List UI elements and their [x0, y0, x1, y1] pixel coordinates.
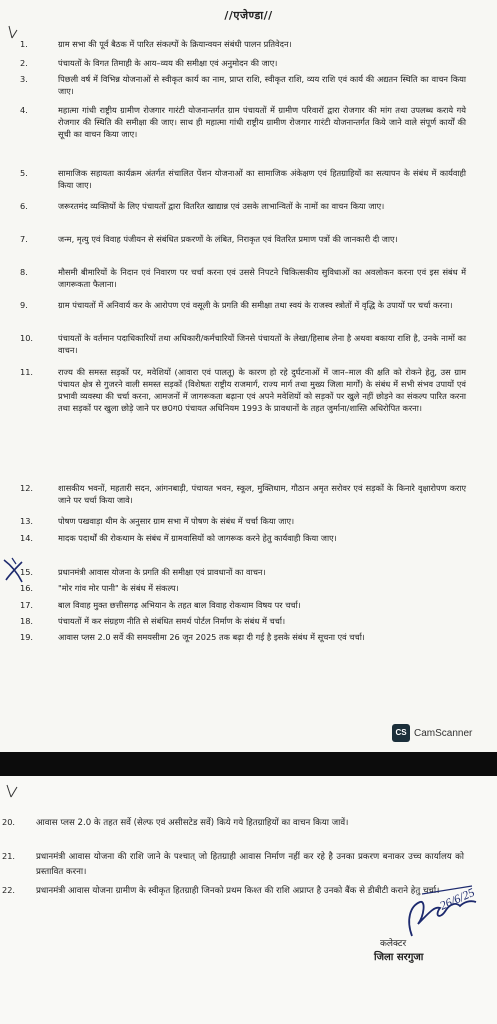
item-text: ग्राम सभा की पूर्व बैठक में पारित संकल्पों के क्रियान्वयन संबंधी पालन प्रतिवेदन। [58, 39, 292, 49]
item-text: प्रधानमंत्री आवास योजना के प्रगति की समीक्षा एवं प्रावधानों का वाचन। [58, 567, 266, 577]
item-number: 3. [20, 74, 28, 84]
item-text: मौसमी बीमारियों के निदान एवं निवारण पर चर्चा करना एवं उससे निपटने चिकित्सकीय सुविधाओं का अवलोकन करना एवं इस संबंध में जागरूकता फैलाना। [58, 267, 466, 290]
svg-text:26/6/25: 26/6/25 [437, 885, 477, 913]
item-text: पंचायतों में कर संग्रहण नीति से संबंधित समर्थ पोर्टल निर्माण के संबंध में चर्चा। [58, 616, 286, 626]
item-text: बाल विवाह मुक्त छत्तीसगढ़ अभियान के तहत बाल विवाह रोकथाम विषय पर चर्चा। [58, 600, 301, 610]
item-number: 22. [2, 885, 16, 895]
item-text: "मोर गांव मोर पानी" के संबंध में संकल्प। [58, 583, 179, 593]
item-text: ग्राम पंचायतों में अनिवार्य कर के आरोपण एवं वसूली के प्रगति की समीक्षा तथा स्वयं के राजस्व स्त्रोतों में वृद्धि के उपायों पर चर्चा करना। [58, 300, 453, 310]
item-text: पंचायतों के विगत तिमाही के आय–व्यय की समीक्षा एवं अनुमोदन की जाए। [58, 58, 278, 68]
signatory-district: जिला सरगुजा [374, 952, 424, 963]
item-text: मादक पदार्थों की रोकथाम के संबंध में ग्रामवासियों को जागरूक करने हेतु कार्यवाही किया जाए। [58, 533, 337, 543]
item-text: पोषण पखवाड़ा थीम के अनुसार ग्राम सभा में पोषण के संबंध में चर्चा किया जाए। [58, 516, 295, 526]
item-number: 13. [20, 516, 34, 526]
item-number: 21. [2, 851, 16, 861]
item-number: 12. [20, 483, 34, 493]
item-number: 7. [20, 234, 28, 244]
item-number: 16. [20, 583, 34, 593]
camscanner-label: CamScanner [414, 727, 473, 739]
item-text: जन्म, मृत्यु एवं विवाह पंजीयन से संबंधित प्रकरणों के लंबित, निराकृत एवं वितरित प्रमाण पत्रों की जानकारी दी जाए। [58, 234, 398, 244]
margin-tick-mark [6, 24, 20, 40]
agenda-title: //एजेण्डा// [224, 9, 273, 22]
item-number: 6. [20, 201, 28, 211]
item-number: 15. [20, 567, 34, 577]
item-number: 8. [20, 267, 28, 277]
item-text: आवास प्लस 2.0 के तहत सर्वे (सेल्फ एवं असीसटेड सर्वे) किये गये हितग्राहियों का वाचन किया जावें। [36, 818, 349, 828]
item-number: 9. [20, 300, 28, 310]
margin-tick-mark [4, 782, 20, 800]
item-text: सामाजिक सहायता कार्यक्रम अंतर्गत संचालित पेंशन योजनाओं का सामाजिक अंकेक्षण एवं हितग्राहियों का सत्यापन के संबंध में कार्यवाही किया जाए। [58, 168, 466, 191]
item-number: 14. [20, 533, 34, 543]
item-text: पिछली वर्ष में विभिन्न योजनाओं से स्वीकृत कार्य का नाम, प्राप्त राशि, स्वीकृत राशि, व्यय राशि एवं कार्य की अद्यतन स्थिति का वाचन किया जाए। [58, 74, 466, 97]
camscanner-logo-icon: CS [392, 724, 410, 742]
item-number: 5. [20, 168, 28, 178]
item-number: 2. [20, 58, 28, 68]
page-separator [0, 752, 497, 776]
item-text: प्रधानमंत्री आवास योजना ग्रामीण के स्वीकृत हितग्राही जिनको प्रथम किश्त की राशि अप्राप्त है उनको बैंक से डीबीटी कराने हेतु चर्चा। [36, 886, 440, 896]
item-text: आवास प्लस 2.0 सर्वे की समयसीमा 26 जून 2025 तक बढ़ा दी गई है इसके संबंध में सूचना एवं चर्चा। [58, 632, 365, 642]
item-text: प्रधानमंत्री आवास योजना की राशि जाने के पश्चात् जो हितग्राही आवास निर्माण नहीं कर रहे है उनका प्रकरण बनाकर उच्च कार्यालय को प्रस्तावित करना। [36, 852, 464, 877]
item-text: पंचायतों के वर्तमान पदाधिकारियों तथा अधिकारी/कर्मचारियों जिनसे पंचायतों के लेखा/हिसाब लेना है अथवा बकाया राशि है, उनके नामों का वाचन। [58, 333, 466, 356]
item-number: 18. [20, 616, 34, 626]
signature-block [360, 880, 490, 1020]
item-number: 4. [20, 105, 28, 115]
item-number: 19. [20, 632, 34, 642]
item-number: 11. [20, 367, 34, 377]
item-number: 17. [20, 600, 34, 610]
item-number: 10. [20, 333, 34, 343]
camscanner-watermark [392, 724, 472, 742]
item-number: 20. [2, 817, 16, 827]
item-text: महात्मा गांधी राष्ट्रीय ग्रामीण रोजगार गारंटी योजनान्तर्गत ग्राम पंचायतों में ग्रामीण परिवारों द्वारा रोजगार की मांग तथा उपलब्ध कराये गये रोजगार की स्थिति की समीक्षा की जाए। साथ ही महात्मा गांधी राष्ट्रीय ग्रामीण रोजगार गारंटी योजनान्तर्गत किये जाने वाले संपूर्ण कार्यों की सूची का वाचन किया जाए। [58, 105, 466, 140]
item-text: शासकीय भवनों, महतारी सदन, आंगनबाड़ी, पंचायत भवन, स्कूल, मुक्तिधाम, गौठान अमृत सरोवर एवं सड़कों के किनारे वृक्षारोपण कराए जाने पर चर्चा किया जावे। [58, 483, 466, 506]
item-number: 1. [20, 39, 28, 49]
item-text: राज्य की समस्त सड़कों पर, मवेशियों (आवारा एवं पालतू) के कारण हो रहे दुर्घटनाओं में जान–माल की क्षति को रोकने हेतु, उस ग्राम पंचायत क्षेत्र से गुजरने वाली समस्त सड़कों (विशेषतः राष्ट्रीय राजमार्ग, राज्य मार्ग तथा मुख्य जिला मार्गों) के संबंध में सभी संभव उपायों एवं प्रभावी व्यवस्था की चर्चा करना, आमजनों में जागरूकता बढ़ाना एवं अपने मवेशियों को सड़कों पर खुले नहीं छोड़ने का संकल्प पारित करना तथा सड़कों पर खुला छोड़े जाने पर छ0ग0 पंचायत अधिनियम 1993 के प्रावधानों के तहत जुर्माना/शास्ति अधिरोपित करना। [58, 367, 466, 414]
signatory-designation: कलेक्टर [380, 939, 407, 949]
item-text: जरूरतमंद व्यक्तियों के लिए पंचायतों द्वारा वितरित खाद्यान्न एवं उसके लाभान्वितों के नामों का वाचन किया जाए। [58, 201, 385, 211]
